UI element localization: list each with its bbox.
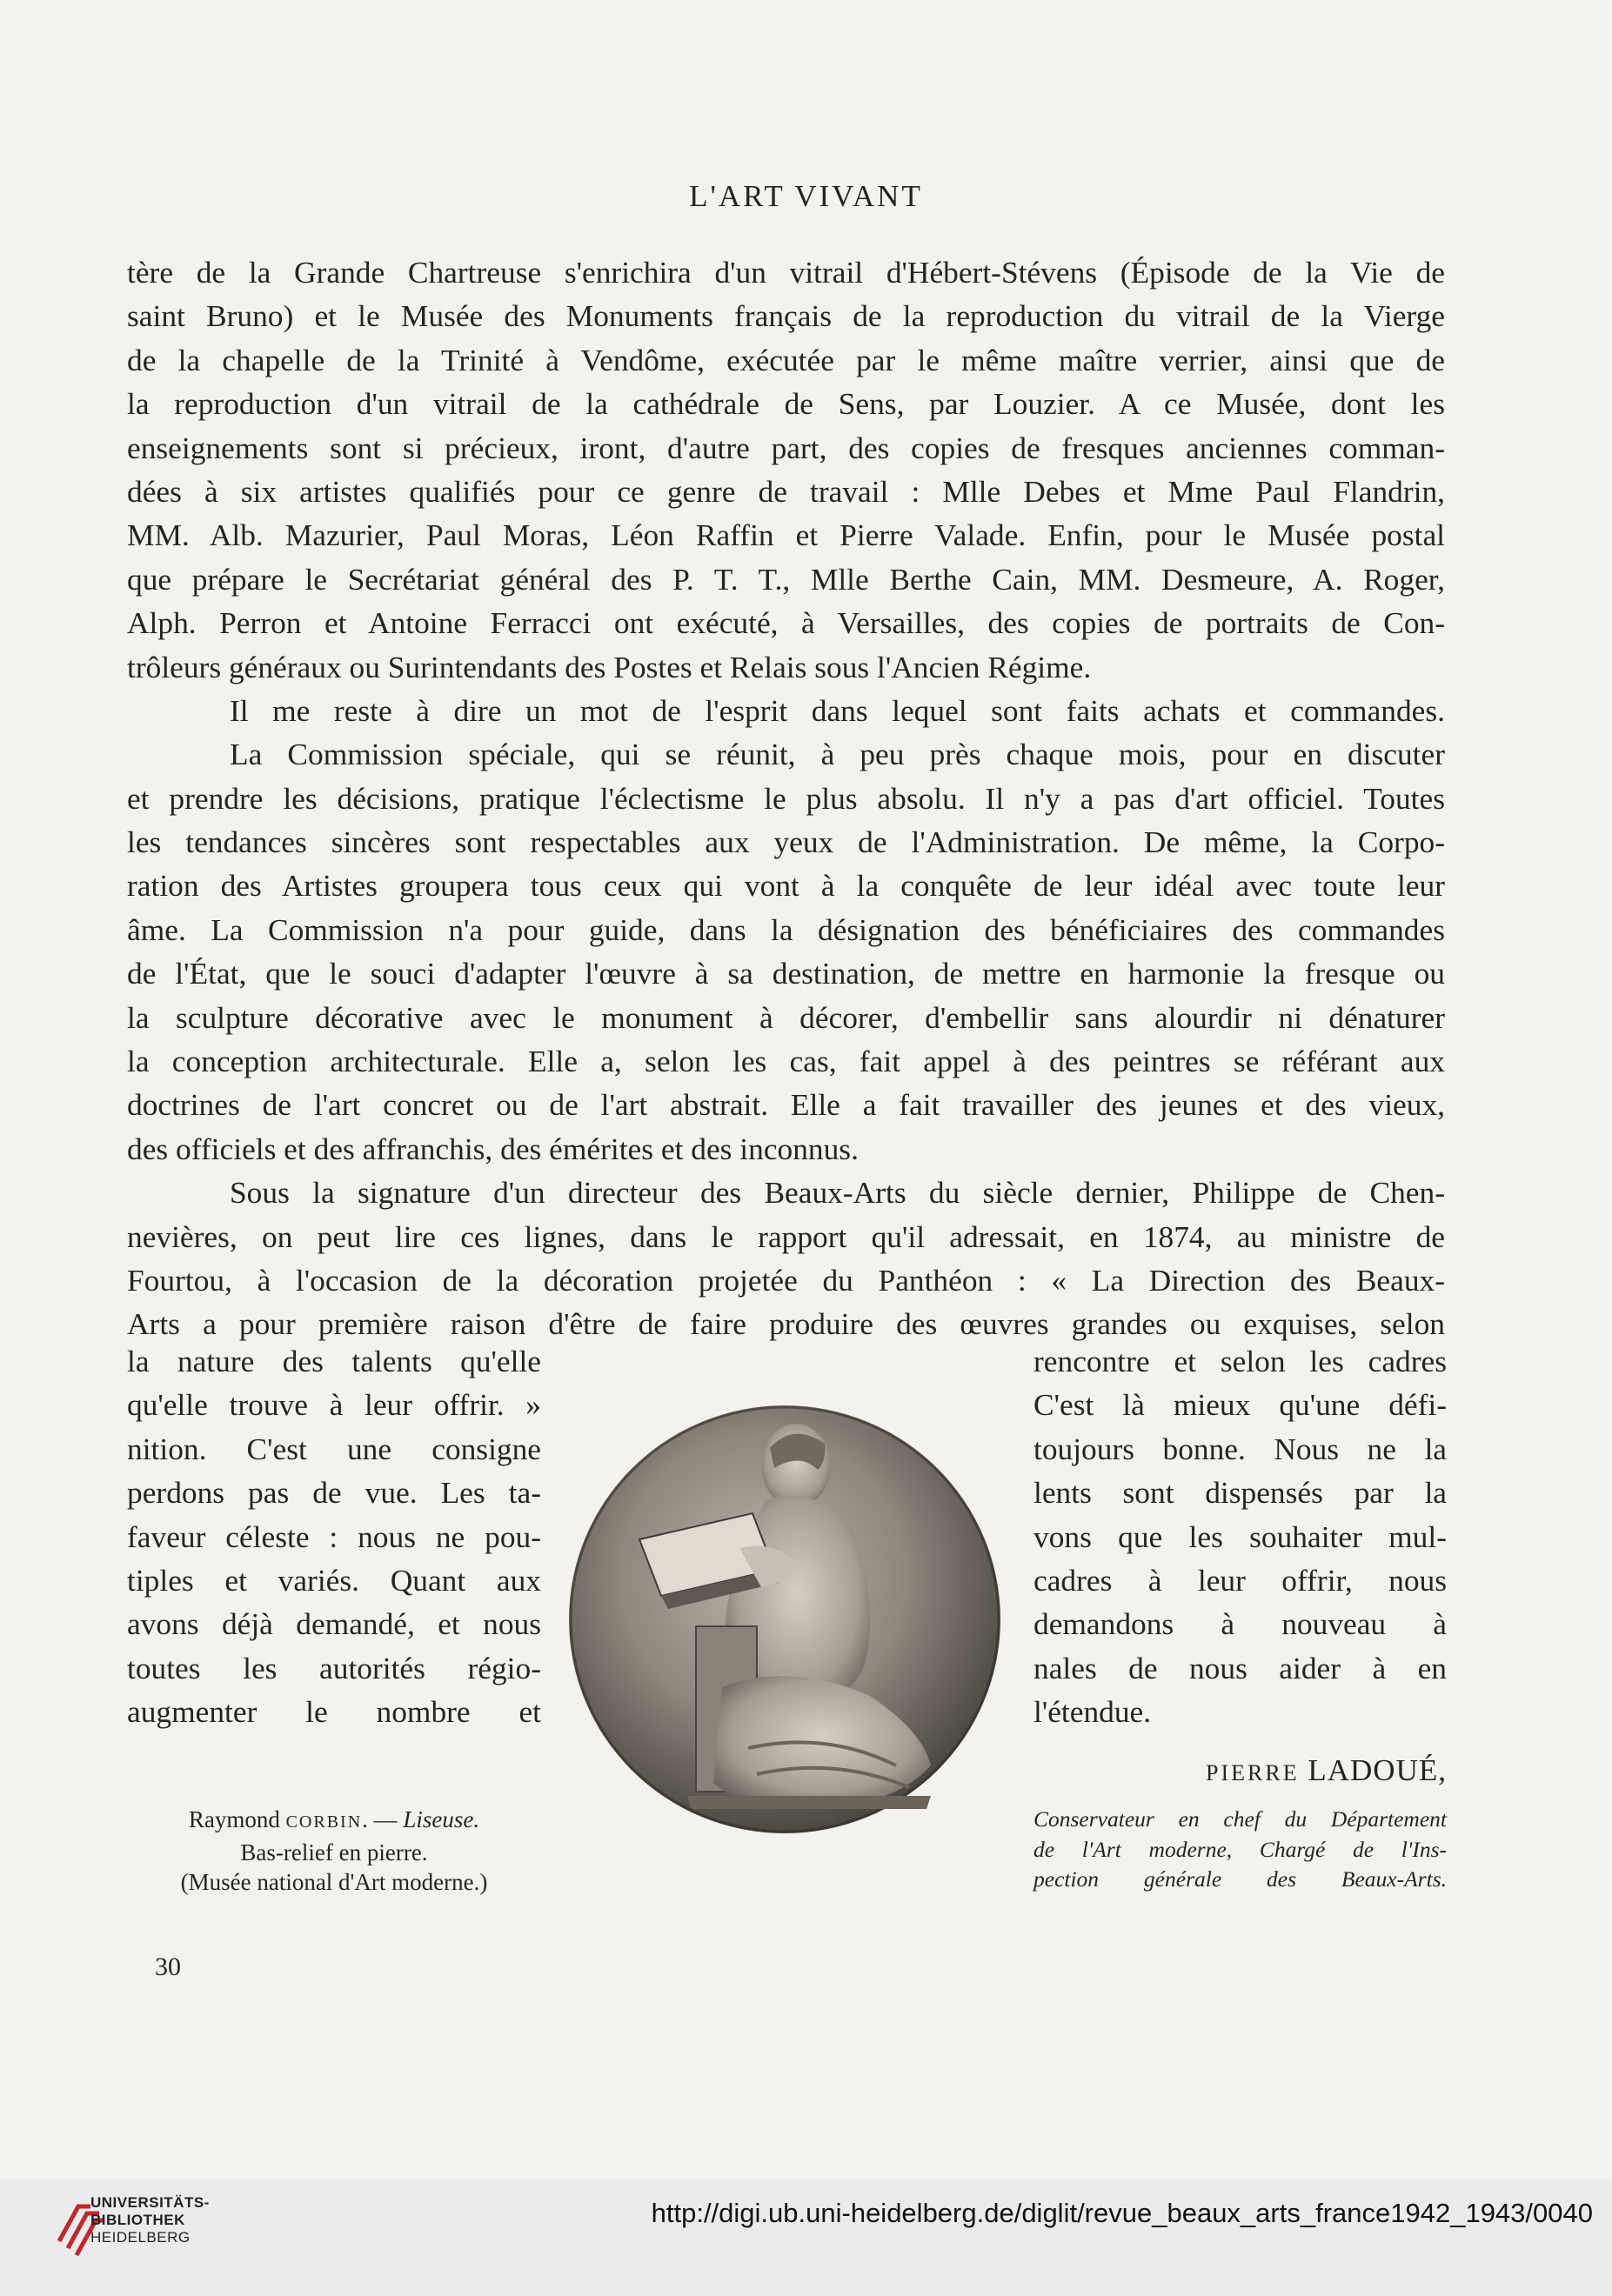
signature-last-name: LADOUÉ, — [1308, 1753, 1447, 1787]
body-line: âme. La Commission n'a pour guide, dans la désignation des bénéficiaires des commandes — [127, 911, 1445, 947]
body-line: Il me reste à dire un mot de l'esprit dans lequel sont faits achats et commandes. — [230, 692, 1445, 728]
author-signature — [1033, 1753, 1447, 1788]
body-line: Alph. Perron et Antoine Ferracci ont exécuté, à Versailles, des copies de portraits de Con- — [127, 605, 1445, 641]
body-line: La Commission spéciale, qui se réunit, à peu près chaque mois, pour en discuter — [230, 737, 1445, 772]
library-footer — [0, 2179, 1612, 2296]
figure-caption — [127, 1805, 541, 1898]
caption-location: (Musée national d'Art moderne.) — [180, 1869, 488, 1895]
body-line: la conception architecturale. Elle a, selon les cas, fait appel à des peintres se référant aux — [127, 1044, 1445, 1079]
body-line: Arts a pour première raison d'être de faire produire des œuvres grandes ou exquises, selon — [127, 1306, 1445, 1342]
body-line: que prépare le Secrétariat général des P. T. T., Mlle Berthe Cain, MM. Desmeure, A. Roger, — [127, 561, 1445, 597]
running-head: L'ART VIVANT — [689, 179, 923, 213]
body-line: la reproduction d'un vitrail de la cathédrale de Sens, par Louzier. A ce Musée, dont les — [127, 386, 1445, 422]
caption-artist-last: CORBIN — [285, 1812, 363, 1832]
caption-title: Liseuse. — [403, 1806, 480, 1832]
library-name-line: HEIDELBERG — [90, 2229, 191, 2246]
column-line: toujours bonne. Nous ne la — [1033, 1431, 1447, 1466]
body-line: la sculpture décorative avec le monument à décorer, d'embellir sans alourdir ni dénaturer — [127, 999, 1445, 1035]
library-name — [90, 2194, 210, 2246]
credit-line: de l'Art moderne, Chargé de l'Ins- — [1033, 1836, 1447, 1862]
column-line: la nature des talents qu'elle — [127, 1344, 541, 1378]
column-line: rencontre et selon les cadres — [1033, 1344, 1447, 1378]
body-line: doctrines de l'art concret ou de l'art abstrait. Elle a fait travailler des jeunes et des vieux, — [127, 1087, 1445, 1123]
body-line: et prendre les décisions, pratique l'éclectisme le plus absolu. Il n'y a pas d'art officiel. Toutes — [127, 780, 1445, 816]
body-line: nevières, on peut lire ces lignes, dans le rapport qu'il adressait, en 1874, au ministre de — [127, 1218, 1445, 1254]
left-text-column — [127, 1339, 541, 1734]
column-line: lents sont dispensés par la — [1033, 1475, 1447, 1511]
body-line: dées à six artistes qualifiés pour ce genre de travail : Mlle Debes et Mme Paul Flandrin, — [127, 473, 1445, 509]
caption-medium: Bas-relief en pierre. — [240, 1839, 428, 1866]
column-line: perdons pas de vue. Les ta- — [127, 1475, 541, 1511]
caption-title-line — [127, 1805, 541, 1838]
author-credit — [1033, 1805, 1447, 1895]
column-line: qu'elle trouve à leur offrir. » — [127, 1387, 541, 1423]
body-line: de la chapelle de la Trinité à Vendôme, exécutée par le même maître verrier, ainsi que de — [127, 342, 1445, 377]
caption-artist-first: Raymond — [188, 1806, 280, 1832]
credit-line: Conservateur en chef du Département — [1033, 1806, 1447, 1832]
column-line: C'est là mieux qu'une défi- — [1033, 1387, 1447, 1423]
column-line: toutes les autorités régio- — [127, 1650, 541, 1685]
body-line: les tendances sincères sont respectables aux yeux de l'Administration. De même, la Corpo- — [127, 824, 1445, 860]
column-line: l'étendue. — [1033, 1694, 1152, 1730]
right-text-column — [1033, 1339, 1447, 1734]
column-line: vons que les souhaiter mul- — [1033, 1518, 1447, 1554]
column-line: cadres à leur offrir, nous — [1033, 1562, 1447, 1598]
column-line: avons déjà demandé, et nous — [127, 1606, 541, 1642]
body-line: Fourtou, à l'occasion de la décoration projetée du Panthéon : « La Direction des Beaux- — [127, 1262, 1445, 1298]
column-line: faveur céleste : nous ne pou- — [127, 1518, 541, 1554]
caption-separator: . — — [362, 1806, 404, 1832]
body-line: saint Bruno) et le Musée des Monuments français de la reproduction du vitrail de la Vierge — [127, 298, 1445, 334]
source-url-link[interactable]: http://digi.ub.uni-heidelberg.de/diglit/revue_beaux_arts_france1942_1943/0040 — [651, 2198, 1593, 2228]
body-line: trôleurs généraux ou Surintendants des Postes et Relais sous l'Ancien Régime. — [127, 649, 1092, 684]
column-line: nition. C'est une consigne — [127, 1431, 541, 1466]
body-line: Sous la signature d'un directeur des Beaux-Arts du siècle dernier, Philippe de Chen- — [230, 1175, 1445, 1211]
column-line: demandons à nouveau à — [1033, 1606, 1447, 1642]
body-line: MM. Alb. Mazurier, Paul Moras, Léon Raffin et Pierre Valade. Enfin, pour le Musée postal — [127, 517, 1445, 553]
column-line: tiples et variés. Quant aux — [127, 1562, 541, 1598]
body-line: enseignements sont si précieux, iront, d'autre part, des copies de fresques anciennes comman- — [127, 430, 1445, 465]
library-name-line: BIBLIOTHEK — [90, 2212, 185, 2228]
column-line: nales de nous aider à en — [1033, 1650, 1447, 1685]
library-name-line: UNIVERSITÄTS- — [90, 2194, 210, 2211]
body-line: tère de la Grande Chartreuse s'enrichira d'un vitrail d'Hébert-Stévens (Épisode de la Vie de — [127, 255, 1445, 290]
column-line: augmenter le nombre et — [127, 1694, 541, 1730]
body-line: ration des Artistes groupera tous ceux qui vont à la conquête de leur idéal avec toute leur — [127, 868, 1445, 904]
signature-first-name: PIERRE — [1206, 1760, 1300, 1785]
bas-relief-image — [565, 1400, 1005, 1835]
body-line: des officiels et des affranchis, des émérites et des inconnus. — [127, 1131, 859, 1166]
body-line: de l'État, que le souci d'adapter l'œuvre à sa destination, de mettre en harmonie la fresque ou — [127, 956, 1445, 991]
credit-line: pection générale des Beaux-Arts. — [1033, 1866, 1447, 1892]
page-number: 30 — [155, 1952, 181, 1981]
article-body — [127, 250, 1445, 1346]
